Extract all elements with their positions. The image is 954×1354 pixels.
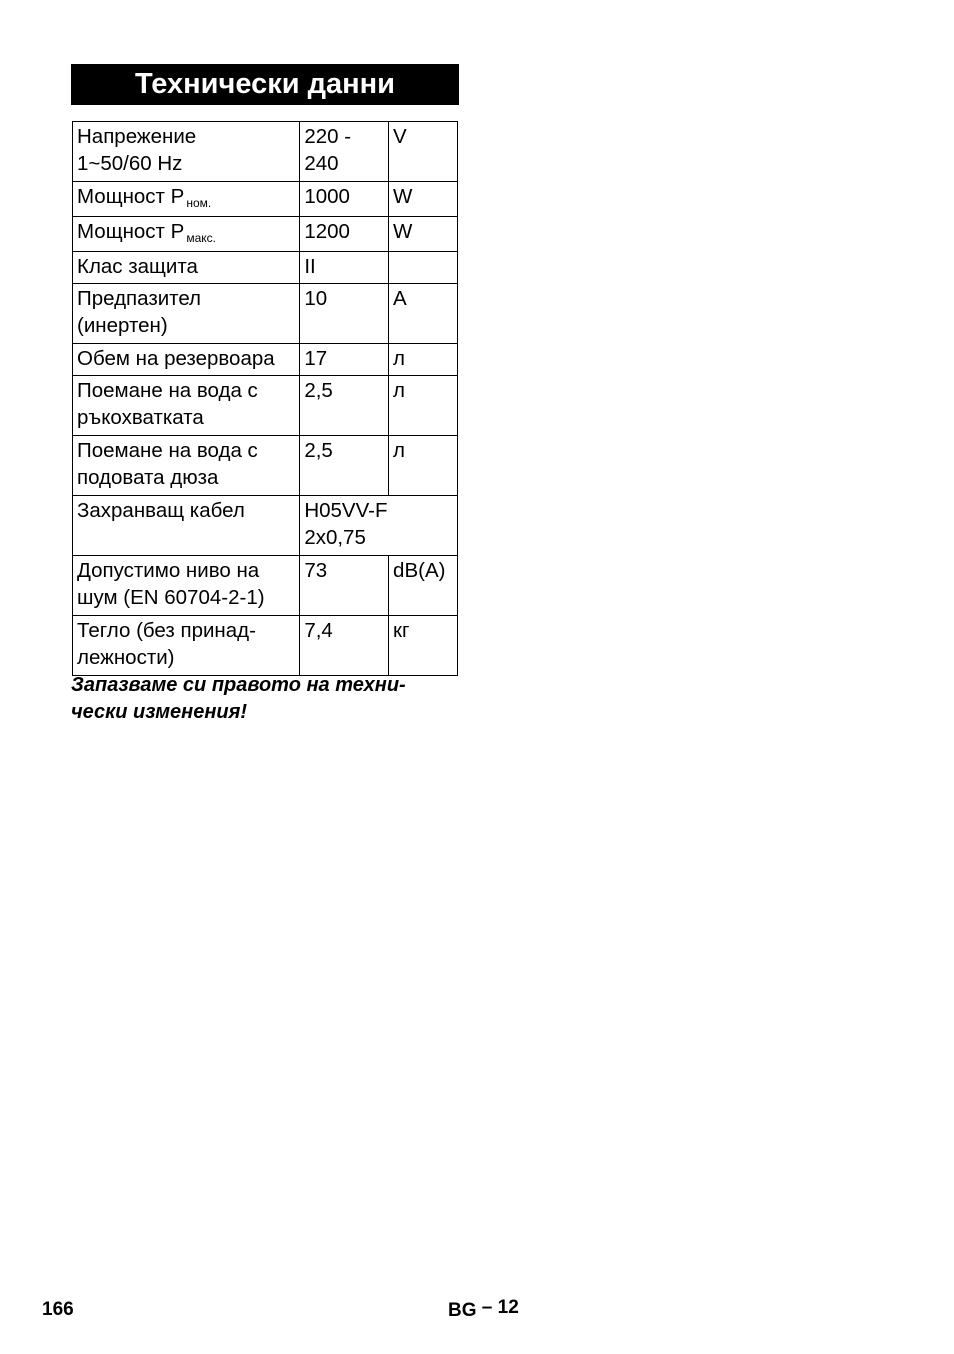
- label-cell: Обем на резервоара: [73, 344, 300, 376]
- unit-cell: A: [389, 284, 458, 344]
- table-row-power-nominal: [73, 182, 458, 217]
- value-cell: II: [300, 252, 389, 284]
- unit-cell: W: [389, 217, 458, 252]
- value-cell: 7,4: [300, 616, 389, 676]
- value-cell: 1200: [300, 217, 389, 252]
- unit-cell: dB(A): [389, 556, 458, 616]
- table-row-fuse: [73, 284, 458, 344]
- section-page-code: [448, 1297, 519, 1319]
- label-text: Мощност P: [77, 185, 185, 208]
- unit-cell: кг: [389, 616, 458, 676]
- note-line: чески изменения!: [71, 701, 248, 723]
- table-row-power-max: [73, 217, 458, 252]
- label-line: Тегло (без принад-: [77, 619, 256, 642]
- label-line: Напрежение: [77, 125, 197, 148]
- table-row-power-cable: [73, 496, 458, 556]
- value-cell: 2,5: [300, 376, 389, 436]
- value-line: 2x0,75: [304, 526, 366, 549]
- label-line: Поемане на вода с: [77, 439, 258, 462]
- label-subscript: ном.: [186, 196, 212, 210]
- table-row-weight: [73, 616, 458, 676]
- page-number: 166: [42, 1299, 74, 1320]
- unit-cell: л: [389, 376, 458, 436]
- label-line: 1~50/60 Hz: [77, 152, 183, 175]
- table-row-protection-class: [73, 252, 458, 284]
- table-row-water-intake-floor-nozzle: [73, 436, 458, 496]
- section-title: Технически данни: [71, 64, 459, 105]
- value-cell: 1000: [300, 182, 389, 217]
- section-page-number: – 12: [481, 1297, 519, 1318]
- label-line: (инертен): [77, 314, 168, 337]
- value-line: 240: [304, 152, 339, 175]
- value-cell: 2,5: [300, 436, 389, 496]
- label-cell: [73, 122, 300, 182]
- label-line: подовата дюза: [77, 466, 219, 489]
- label-cell: [73, 616, 300, 676]
- value-cell: 10: [300, 284, 389, 344]
- note-line: Запазваме си правото на техни-: [71, 674, 406, 696]
- reservation-note: [71, 672, 471, 726]
- table-row-water-intake-handle: [73, 376, 458, 436]
- label-text: Мощност P: [77, 220, 185, 243]
- label-line: лежности): [77, 646, 175, 669]
- value-line: H05VV-F: [304, 499, 388, 522]
- value-cell: [300, 122, 389, 182]
- value-cell: 17: [300, 344, 389, 376]
- label-line: Допустимо ниво на: [77, 559, 260, 582]
- value-cell: 73: [300, 556, 389, 616]
- unit-cell: л: [389, 436, 458, 496]
- unit-cell: л: [389, 344, 458, 376]
- unit-cell: W: [389, 182, 458, 217]
- label-cell: [73, 182, 300, 217]
- label-line: Поемане на вода с: [77, 379, 258, 402]
- table-row-voltage: [73, 122, 458, 182]
- unit-cell: V: [389, 122, 458, 182]
- label-subscript: макс.: [186, 231, 216, 245]
- table-row-container-volume: [73, 344, 458, 376]
- unit-cell: [389, 252, 458, 284]
- label-cell: [73, 556, 300, 616]
- label-line: ръкохватката: [77, 406, 204, 429]
- label-cell: [73, 376, 300, 436]
- label-line: Предпазител: [77, 287, 202, 310]
- value-line: 220 -: [304, 125, 352, 148]
- label-cell: Захранващ кабел: [73, 496, 300, 556]
- label-line: шум (EN 60704-2-1): [77, 586, 265, 609]
- label-cell: [73, 217, 300, 252]
- language-code: BG: [448, 1300, 477, 1321]
- label-cell: [73, 436, 300, 496]
- label-cell: Клас защита: [73, 252, 300, 284]
- table-row-noise-level: [73, 556, 458, 616]
- technical-data-table: [72, 121, 458, 676]
- value-cell: [300, 496, 458, 556]
- label-cell: [73, 284, 300, 344]
